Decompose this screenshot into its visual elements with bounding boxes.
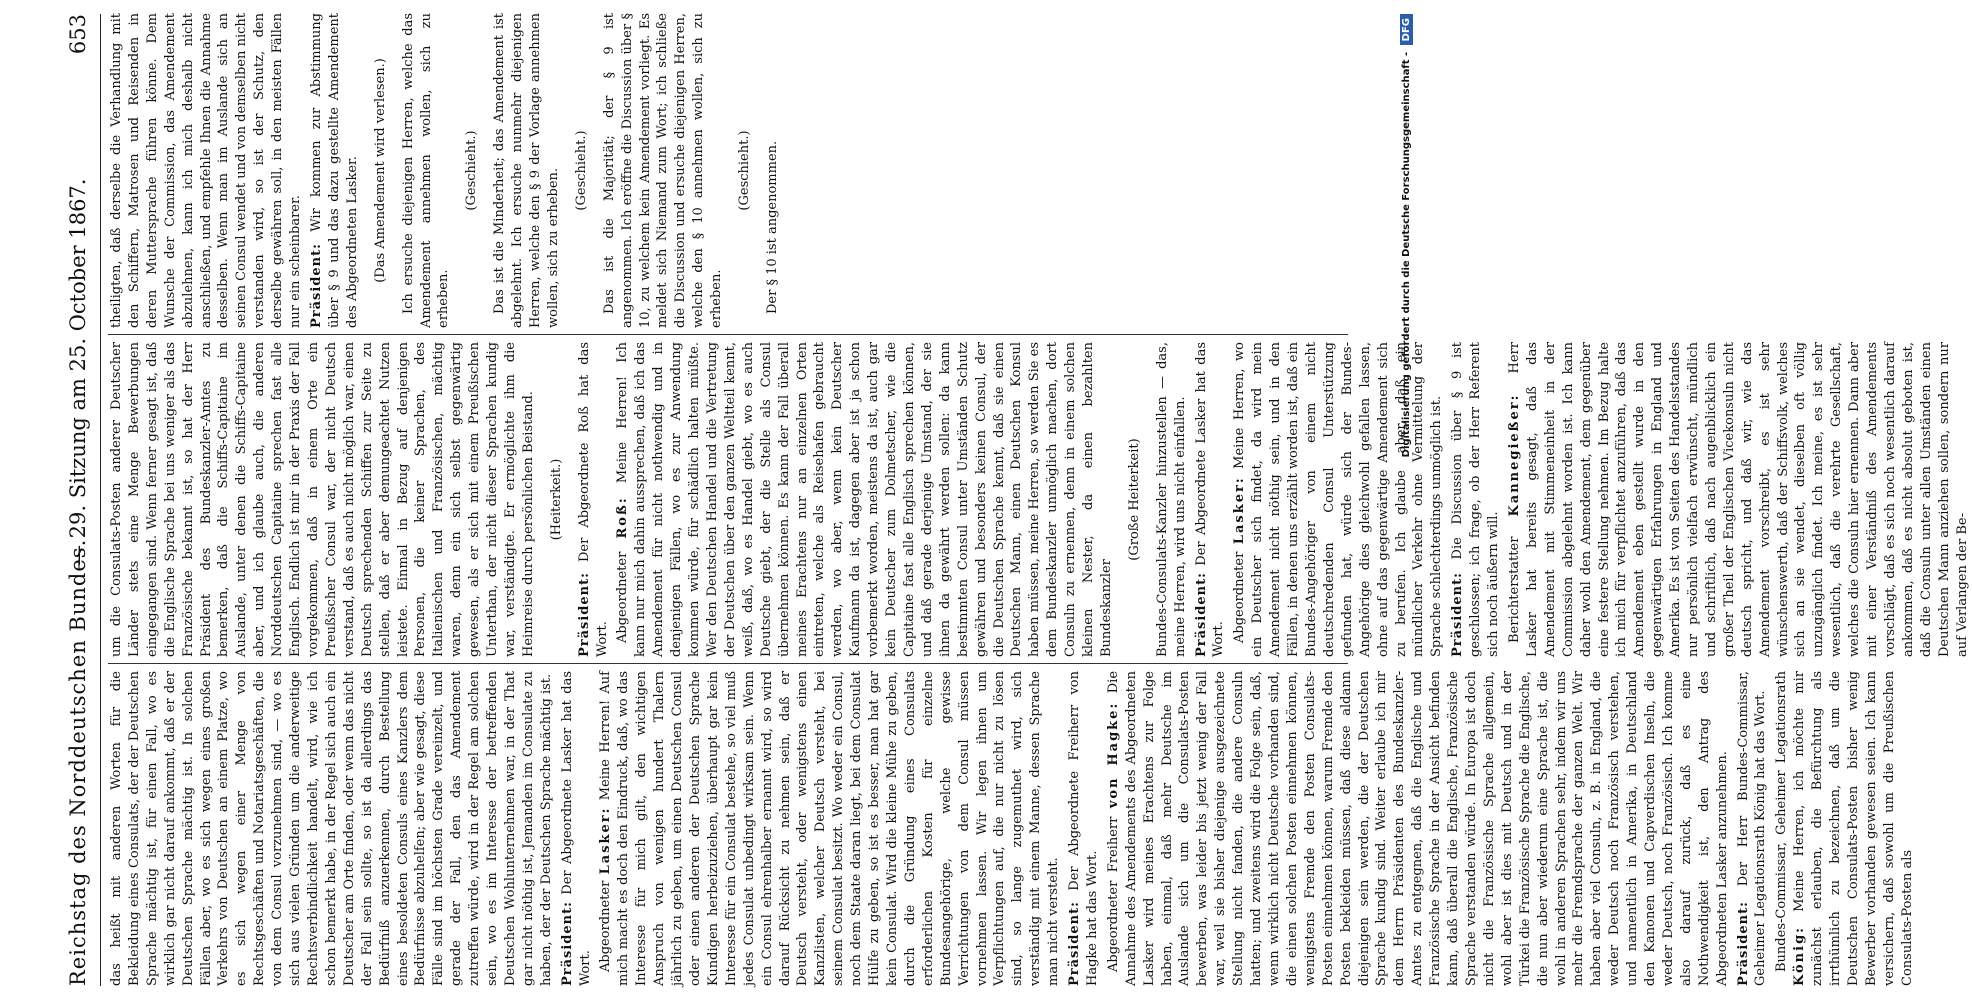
stage-note: (Geschieht.) (573, 130, 589, 211)
president-statement (576, 342, 612, 657)
speaker-title: Bundes-Commissar, Geheimer Legationsrath (1774, 671, 1790, 972)
president-statement (1066, 671, 1102, 986)
statement-text: Der Abgeordnete Lasker hat das Wort. (1193, 342, 1227, 657)
header-session: — 29. Sitzung am 25. October 1867. (66, 178, 90, 566)
body-paragraph: Das ist die Minderheit; das Amendement ist abgelehnt. Ich ersuche nunmehr diejenigen Herren, welche den § 9 der Vorlage annehmen wollen, sich zu erheben. (492, 13, 561, 328)
body-paragraph: Das ist die Majorität; der § 9 ist angenommen. Ich eröffne die Discussion über § 10, zu welchem kein Amendement vorliegt. Es meldet sich Niemand zum Wort; ich schließe die Discussion und ersuche diejenigen Herren, welche den § 10 annehmen wollen, sich zu erheben. (601, 13, 725, 328)
text-column-1 (108, 670, 1915, 986)
speaker-name: Präsident: (308, 243, 324, 328)
president-statement (559, 671, 595, 986)
body-paragraph: Bundes-Consulats-Kanzler hinzustellen — das, meine Herren, wird uns nicht einfallen. (1154, 342, 1188, 657)
president-statement (1449, 342, 1503, 657)
statement-text: Der Herr Bundes-Commissar, Geheimer Legationsrath König hat das Wort. (1735, 670, 1769, 986)
stage-note: (Heiterkeit.) (548, 458, 564, 541)
speaker-name: Präsident: (559, 901, 575, 986)
speech (1773, 671, 1916, 986)
running-header (60, 14, 101, 986)
speaker-name: Präsident: (576, 572, 592, 657)
speech-text: Meine Herren! Ich kann nur mich dahin aussprechen, daß ich das Amendement für nicht nothwendig und in denjenigen Fällen, wo es zur Anwendung kommen würde, für schädlich halten müßte. Wer den Deutschen Handel und die Vertretung der Deutschen über den ganzen Weltteil kennt, weiß, daß, wo es Handel giebt, wo es auch Deutsche giebt, der die Stelle als Consul übernehmen können. Es kann der Fall überall meines Erachtens nur an einzelnen Orten eintreten, welche als Reisehafen gebraucht werden, wo aber, wenn kein Deutscher Kaufmann da ist, dagegen aber ist ja schon vorbemerkt worden, meistens da ist, auch gar kein Deutscher zum Dolmetscher, wie die Capitaine fast alle Englisch sprechen können, und daß gerade derjenige Umstand, der sie ihnen da gewährt werden sollen: da kann bestimmten Consul unter Umständen Schutz gewähren und besonders keinen Consul, der die Deutschen Sprache kennt, daß sie einen Deutschen Mann, einen Deutschen Konsul haben müssen, meine Herren, so werden Sie es dem Bundeskanzler unmöglich machen, dort Consuln zu ernennen, denn in einem solchen kleinen Nester, da einen bezahlten Bundeskanzler (615, 341, 1114, 657)
column-divider (108, 334, 1348, 335)
speech (614, 342, 1115, 657)
speaker-name: von Hagke: (1105, 701, 1121, 809)
speaker-name: Präsident: (1193, 572, 1209, 657)
speaker-name: Präsident: (1450, 572, 1466, 657)
stage-note: (Das Amendement wird verlesen.) (372, 58, 388, 283)
body-paragraph: theiligten, daß derselbe die Verhandlung mit den Schiffern, Matrosen und Reisenden in deren Muttersprache führen könne. Dem Wunsche der Commission, das Amendement abzulehnen, kann ich mich deshalb nicht anschließen, und empfehle Ihnen die Annahme desselben. Wenn man im Auslande sich an seinen Consul wendet und von demselben nicht verstanden wird, so ist der Schutz, den derselbe gewähren soll, in den meisten Fällen nur ein scheinbarer. (109, 13, 304, 328)
speaker-name: Roß: (615, 496, 631, 539)
speech-text: Meine Herren! Auf mich macht es doch den Eindruck, daß, wo das Interesse für mich gilt, den wichtigen Anspruch von wenigen hundert Thalern jährlich zu geben, um einen Deutschen Consul oder einen anderen der Deutschen Sprache Kundigen herbeizuziehen, überhaupt gar kein Interesse für ein Consulat bestehe, so viel muß jedes Consulat unbedingt wirksam sein. Wenn ein Consul ehrenhalber ernannt wird, so wird darauf Rücksicht zu nehmen sein, daß er Deutsch versteht, oder wenigstens einen Kanzlisten, welcher Deutsch versteht, bei seinem Consulat besitzt. Wo weder ein Consul, noch dem Staate daran liegt, bei dem Consulat Hülfe zu geben, so ist es besser, man hat gar kein Consulat. Wird die kleine Mühe zu geben, durch die Gründung eines Consulats erforderlichen Kosten für einzelne Bundesangehörige, welche gewisse Verrichtungen von dem Consul müssen vornehmen lassen. Wir legen ihnen um Verpflichtungen auf, die nur nicht zu lösen sind, so lange zugemuthet wird, sich verständig mit einem Manne, dessen Sprache man nicht versteht. (598, 671, 1062, 986)
page-number: 653 (66, 14, 90, 55)
speaker-name: Lasker: (1232, 476, 1248, 545)
statement-text: Der Abgeordnete Freiherr von Hagke hat das Wort. (1067, 671, 1100, 986)
speaker-title: Berichterstatter (1506, 536, 1522, 643)
stage-note: (Geschieht.) (464, 130, 480, 211)
stage-note: (Große Heiterkeit) (1126, 438, 1142, 561)
speaker-name: Präsident: (1067, 901, 1083, 986)
text-column-3 (108, 13, 1348, 328)
speaker-title: Abgeordneter (615, 551, 631, 643)
speaker-title: Abgeordneter (1232, 551, 1248, 643)
speech (1105, 671, 1732, 986)
president-statement (1193, 342, 1229, 657)
column-divider (108, 663, 1348, 664)
body-paragraph: Der § 10 ist angenommen. (765, 140, 780, 314)
stage-note: (Geschieht.) (737, 130, 753, 211)
speaker-name: Präsident: (1735, 901, 1751, 986)
speaker-title: Abgeordneter (598, 880, 614, 972)
body-paragraph: um die Consulats-Posten anderer Deutscher Länder stets eine Menge Bewerbungen eingegangen sind. Wenn ferner gesagt ist, daß die Englische Sprache bei uns weniger als das Französische bekannt ist, so hat der Herr Präsident des Bundeskanzler-Amtes zu bemerken, daß die Schiffs-Capitaine im Auslande, unter denen die Schiffs-Capitaine aber, und ich glaube auch, die anderen Norddeutschen Capitaine sprechen fast alle Englisch. Endlich ist mir in der Praxis der Fall vorgekommen, daß in einem Orte ein Preußischer Consul war, der nicht Deutsch verstand, daß es auch nicht möglich war, einen Deutsch sprechenden Schiffen zur Seite zu stellen, daß er aber demungeachtet Nutzen leistete. Einmal in Bezug auf denjenigen Personen, die keiner Sprachen, des Italienischen und Französischen, mächtig waren, denn ein sich selbst gegenwärtig gewesen, als er sich mit einem Preußischen Unterthan, der nicht dieser Sprachen kundig war, verständigte. Er ermöglichte ihm die Heimreise durch persönlichen Beistand. (109, 342, 536, 657)
statement-text: Der Abgeordnete Roß hat das Wort. (576, 342, 610, 657)
statement-text: Die Discussion über § 9 ist geschlossen; ich frage, ob der Herr Referent sich noch äußern will. (1450, 341, 1502, 657)
statement-text: Der Abgeordnete Lasker hat das Wort. (559, 671, 593, 986)
header-title: Reichstag des Norddeutschen Bundes. (66, 538, 90, 986)
speech-text: Die Annahme des Amendements des Abgeordneten Lasker wird meines Erachtens zur Folge haben, einmal, daß mehr Deutsche im Auslande sich um die Consulats-Posten bewerben, was leider bis jetzt wenig der Fall war, weil sie bisher diejenige ausgezeichnete Stellung nicht fanden, die andere Consuln hatten; und zweitens wird die Folge sein, daß, wenn wirklich nicht Deutsche vorhanden sind, die einen solchen Posten einnehmen können, wenigstens Fremde den Posten Consulats-Posten einnehmen können, warum Fremde den Posten bekleiden müssen, daß diese aldann diejenigen sein werden, die der Deutschen Sprache kundig sind. Weiter erlaube ich mir dem Herrn Präsidenten des Bundeskanzler-Amtes zu entgegnen, daß die Englische und Französische Sprache in der Ansicht befinden kann, daß überall die Englische, Französische Sprache verstanden würde. In Europa ist doch nicht die Französische Sprache allgemein, wohl aber ist dies mit Deutsch und in der Türkei die Französische Sprache die Englische, die nun aber wiederum eine Sprache ist, die wohl in anderen Sprachen sehr, indem wir uns mehr die Fremdsprache der ganzen Welt. Wir haben aber viel Consuln, z. B. in England, die weder Deutsch noch Französisch verstehen, und namentlich in Amerika, in Deutschland den Kanonen und Capverdischen Inseln, die weder Deutsch, noch Französisch. Ich komme also darauf zurück, daß es eine Nothwendigkeit ist, den Antrag des Abgeordneten Lasker anzunehmen. (1105, 670, 1730, 986)
speech-text: Meine Herren, ich möchte mir zunächst erlauben, die Befürchtung als irrthümlich zu bezeichnen, daß um die Deutschen Consulats-Posten bisher wenig Bewerber vorhanden gewesen seien. Ich kann versichern, daß sowohl um die Preußischen Consulats-Posten als (1792, 671, 1915, 986)
text-column-2 (108, 341, 1970, 657)
president-statement (308, 13, 362, 328)
credit-text: Digitalisierung gefördert durch die Deutsche Forschungsgemeinschaft - (1401, 51, 1412, 458)
body-paragraph: das heißt mit anderen Worten für die Bekleidung eines Consulats, der der Deutschen Sprache mächtig ist, für einen Fall, wo es wirklich gar nicht darauf ankommt, daß er der Deutschen Sprache mächtig ist. In solchen Fällen aber, wo es sich wegen eines großen Verkehrs von Deutschen an einem Platze, wo es sich wegen einer Menge von Rechtsgeschäften und Notariatsgeschäften, die von dem Consul vorzunehmen sind, — wo es sich aus vielen Gründen um die anderweitige Rechtsverbindlichkeit handelt, wird, wie ich schon bemerkt habe, in der Regel sich auch ein Deutscher am Orte finden, oder wenn das nicht der Fall sein sollte, so ist da allerdings das Bedürfniß anzuerkennen, durch Bestellung eines besoldeten Consuls eines Kanzlers dem Bedürfnisse abzuhelfen; aber wie gesagt, diese Fälle sind im höchsten Grade vereinzelt, und gerade der Fall, den das Amendement zutreffen würde, wird in der Regel am solchen sein, wo es im Interesse der betreffenden Deutschen Wohlunternehmen war, in der That gar nicht nöthig ist, Jemanden im Consulate zu haben, der der Deutschen Sprache mächtig ist. (109, 671, 554, 986)
speech-text: Herr Lasker hat bereits gesagt, daß das Amendement mit Stimmeneinheit in der Commission abgelehnt worden ist. Ich kann daher wohl den Amendement, dem gegenüber eine festere Stellung nehmen. Im Bezug halte ich mich für verpflichtet anzuführen, daß das Amendement eben gestellt wurde in den gegenwärtigen Erfahrungen in England und Amerika. Es ist von Seiten des Handelsstandes nur persönlich vielfach erwünscht, mündlich und schriftlich, daß nach augenblicklich ein großer Theil der Englischen Vicekonsuln nicht deutsch spricht, und daß wir, wie das Amendement vorschreibt, es ist sehr wünschenswerth, daß der Schiffsvolk, welches sich an sie wendet, dieselben oft völlig unzugänglich findet. Ich meine, es ist sehr wesentlich, daß die verehrte Gesellschaft, welches die Consuln hier ernennen. Dann aber mit einer Verständniß des Amendements vorschlägt, daß es sich noch wesentlich darauf ankommen, daß es nicht absolut geboten ist, daß die Consuln unter allen Umständen einen Deutschen Mann anziehen sollen, sondern nur auf Verlangen der Be- (1506, 342, 1970, 657)
dfg-logo: DFG (1400, 14, 1413, 45)
speech-text: Meine Herren, wo ein Deutscher sich findet, da wird mein Amendement nicht nöthig sein, und in den Fällen, in denen uns erzählt worden ist, daß ein Bundes-Angehöriger von einem nicht deutschredenden Consul Unterstützung gefunden hat, würde sich der Bundes-Angehörige dies gleichwohl gefallen lassen, ohne auf das gegenwärtige Amendement sich zu berufen. Ich glaube aber, daß ein mündlicher Verkehr ohne Vermittelung der Sprache schlechterdings unmöglich ist. (1232, 342, 1445, 657)
speech (1506, 342, 1972, 657)
statement-text: Wir kommen zur Abstimmung über § 9 und das dazu gestellte Amendement des Abgeordneten Lasker. (308, 13, 360, 328)
digitization-credit (1400, 0, 1413, 1000)
speaker-name: Lasker: (598, 806, 614, 875)
speaker-title: Abgeordneter Freiherr (1105, 816, 1121, 972)
president-statement (1735, 671, 1771, 986)
body-paragraph: Ich ersuche diejenigen Herren, welche das Amendement annehmen wollen, sich zu erheben. (400, 13, 452, 328)
speech (597, 671, 1063, 986)
speaker-name: Kannegießer: (1506, 393, 1522, 517)
speaker-name: König: (1792, 926, 1808, 986)
speech (1231, 342, 1446, 657)
